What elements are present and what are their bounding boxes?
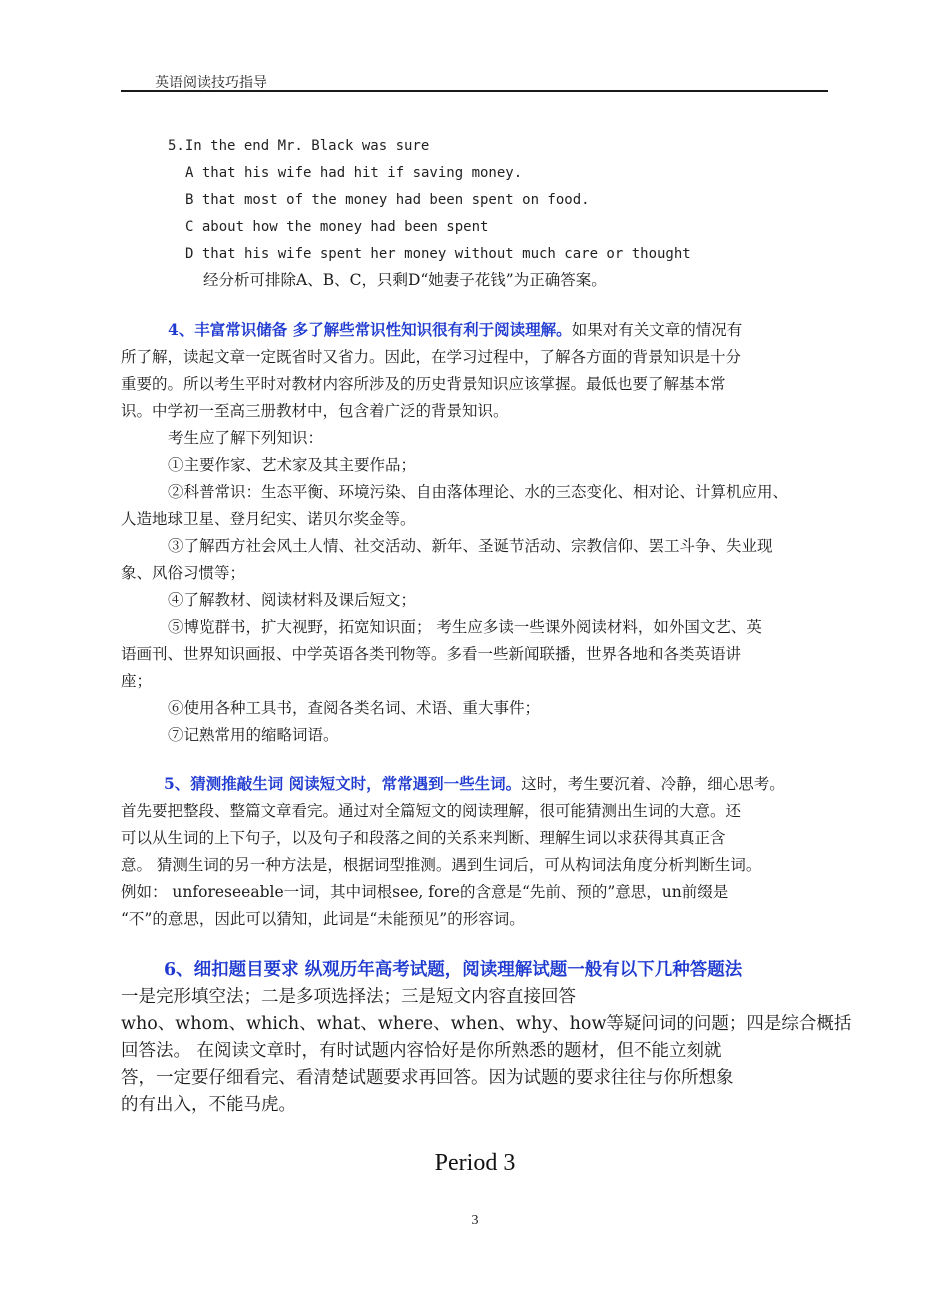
section5-heading: 5、猜测推敲生词 阅读短文时，常常遇到一些生词。 [164,774,522,793]
knowledge-item: ⑤博览群书，扩大视野，拓宽知识面； 考生应多读一些课外阅读材料，如外国文艺、英 [168,618,762,636]
section4-line: 所了解，读起文章一定既省时又省力。因此，在学习过程中，了解各方面的背景知识是十分 [121,348,742,366]
knowledge-item: ①主要作家、艺术家及其主要作品； [168,456,417,474]
section4-line: 识。中学初一至高三册教材中，包含着广泛的背景知识。 [121,402,509,420]
section5-line: 例如： unforeseeable一词，其中词根see, fore的含意是“先前、预的”意思，un前缀是 [121,883,729,901]
period-title: Period 3 [434,1150,516,1176]
knowledge-item: 座； [121,672,153,690]
knowledge-item: ②科普常识：生态平衡、环境污染、自由落体理论、水的三态变化、相对论、计算机应用、 [168,483,789,501]
section5-first-line [164,772,785,796]
section4-heading: 4、丰富常识储备 多了解些常识性知识很有利于阅读理解。 [168,320,572,339]
section4-line: 重要的。所以考生平时对教材内容所涉及的历史背景知识应该掌握。最低也要了解基本常 [121,375,726,393]
section6-heading: 6、细扣题目要求 纵观历年高考试题，阅读理解试题一般有以下几种答题法 [164,960,743,980]
section5-line: 意。 猜测生词的另一种方法是，根据词型推测。遇到生词后，可从构词法角度分析判断生词。 [121,856,762,874]
option-b: B that most of the money had been spent on food. [185,192,590,208]
knowledge-item: 人造地球卫星、登月纪实、诺贝尔奖金等。 [121,510,416,528]
section6-line: who、whom、which、what、where、when、why、how等疑问词的问题；四是综合概括 [121,1014,852,1034]
knowledge-item: ⑥使用各种工具书，查阅各类名词、术语、重大事件； [168,699,541,717]
knowledge-item: ⑦记熟常用的缩略词语。 [168,726,339,744]
page-header [121,68,828,92]
section5-line: 这时，考生要沉着、冷静，细心思考。 [521,775,785,793]
knowledge-item: 象、风俗习惯等； [121,564,246,582]
option-a: A that his wife had hit if saving money. [185,165,523,181]
question-stem: 5.In the end Mr. Black was sure [168,138,430,154]
section6-line: 回答法。 在阅读文章时，有时试题内容恰好是你所熟悉的题材，但不能立刻就 [121,1041,722,1061]
section4-intro: 考生应了解下列知识： [168,429,324,447]
knowledge-item: 语画刊、世界知识画报、中学英语各类刊物等。多看一些新闻联播，世界各地和各类英语讲 [121,645,742,663]
section5-line: “不”的意思，因此可以猜知，此词是“未能预见”的形容词。 [121,910,525,928]
analysis-text: 经分析可排除A、B、C，只剩D“她妻子花钱”为正确答案。 [203,271,607,289]
section6-line: 的有出入，不能马虎。 [121,1095,296,1115]
section4-line: 如果对有关文章的情况有 [571,321,743,339]
section6-line: 一是完形填空法；二是多项选择法；三是短文内容直接回答 [121,987,576,1007]
section6-line: 答，一定要仔细看完、看清楚试题要求再回答。因为试题的要求往往与你所想象 [121,1068,734,1088]
section5-line: 首先要把整段、整篇文章看完。通过对全篇短文的阅读理解，很可能猜测出生词的大意。还 [121,802,742,820]
knowledge-item: ④了解教材、阅读材料及课后短文； [168,591,417,609]
header-title: 英语阅读技巧指导 [155,75,267,91]
section4-first-line [168,318,742,342]
knowledge-item: ③了解西方社会风土人情、社交活动、新年、圣诞节活动、宗教信仰、罢工斗争、失业现 [168,537,773,555]
section5-line: 可以从生词的上下句子，以及句子和段落之间的关系来判断、理解生词以求获得其真正含 [121,829,726,847]
option-c: C about how the money had been spent [185,219,489,235]
option-d: D that his wife spent her money without much care or thought [185,246,691,262]
page-number: 3 [471,1213,479,1228]
